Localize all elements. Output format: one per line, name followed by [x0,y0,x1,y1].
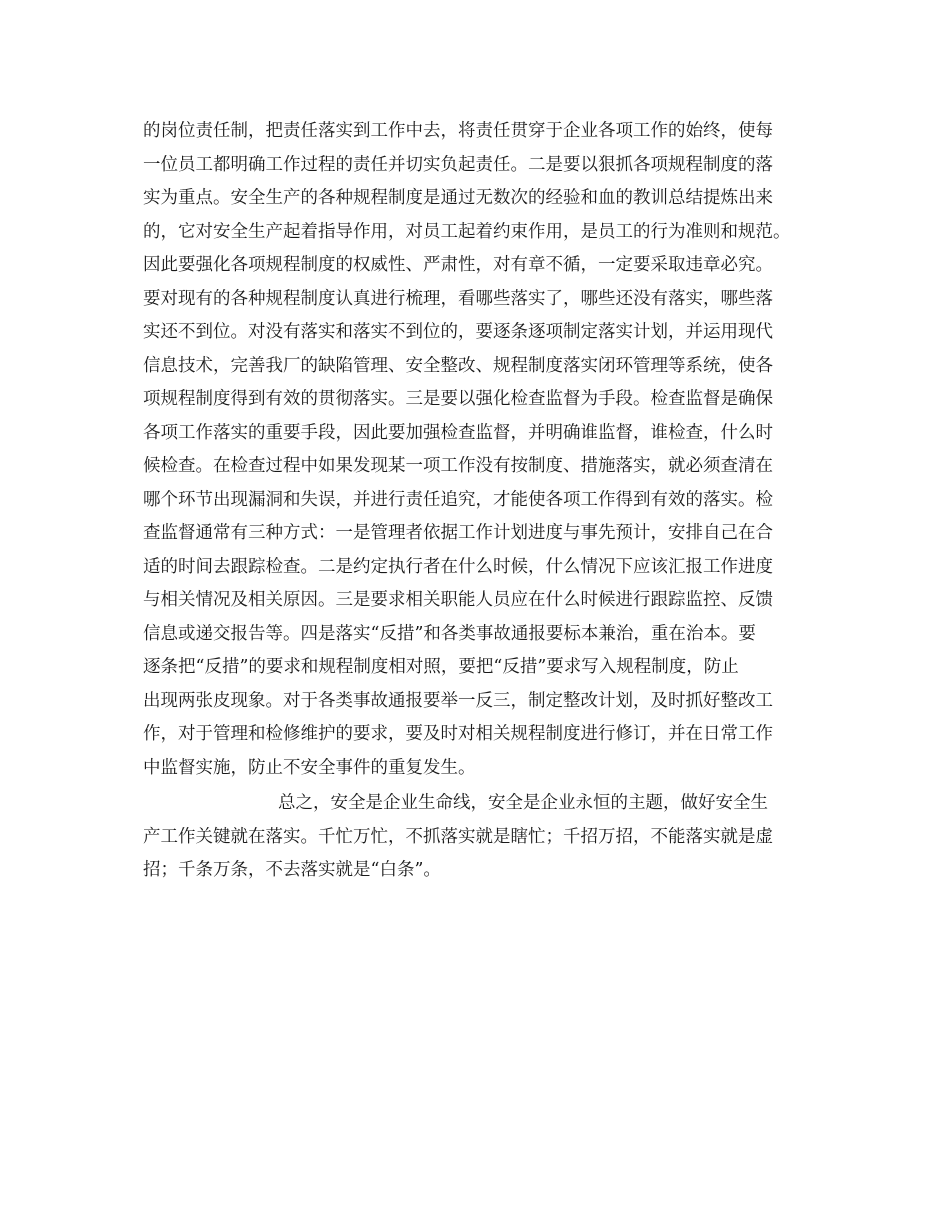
text-line: 要对现有的各种规程制度认真进行梳理，看哪些落实了，哪些还没有落实，哪些落 [143,288,773,309]
document-body [143,115,823,888]
text-line: 查监督通常有三种方式：一是管理者依据工作计划进度与事先预计，安排自己在合 [143,523,773,543]
text-line: 因此要强化各项规程制度的权威性、严肃性，对有章不循，一定要采取违章必究。 [143,255,773,275]
text-line: 项规程制度得到有效的贯彻落实。三是要以强化检查监督为手段。检查监督是确保 [143,389,773,409]
text-line: 适的时间去跟踪检查。二是约定执行者在什么时候，什么情况下应该汇报工作进度 [143,556,773,577]
text-line: 一位员工都明确工作过程的责任并切实负起责任。二是要以狠抓各项规程制度的落 [143,154,773,175]
text-line: 实为重点。安全生产的各种规程制度是通过无数次的经验和血的教训总结提炼出来 [143,188,773,208]
text-line: 候检查。在检查过程中如果发现某一项工作没有按制度、措施落实，就必须查清在 [143,456,773,476]
text-line: 信息技术，完善我厂的缺陷管理、安全整改、规程制度落实闭环管理等系统，使各 [143,355,773,376]
text-line: 实还不到位。对没有落实和落实不到位的，要逐条逐项制定落实计划，并运用现代 [143,322,773,342]
text-line: 信息或递交报告等。四是落实“反措”和各类事故通报要标本兼治，重在治本。要 [143,623,756,644]
text-line: 的岗位责任制，把责任落实到工作中去，将责任贯穿于企业各项工作的始终，使每 [143,121,773,141]
text-line: 各项工作落实的重要手段，因此要加强检查监督，并明确谁监督，谁检查，什么时 [143,422,773,443]
text-line-indented: 总之，安全是企业生命线，安全是企业永恒的主题，做好安全生 [278,793,768,813]
text-line: 产工作关键就在落实。千忙万忙，不抓落实就是瞎忙；千招万招，不能落实就是虚 [143,826,773,847]
text-line: 招；千条万条，不去落实就是“白条”。 [143,860,441,880]
text-line: 的，它对安全生产起着指导作用，对员工起着约束作用，是员工的行为准则和规范。 [143,221,791,242]
text-line: 出现两张皮现象。对于各类事故通报要举一反三，制定整改计划，及时抓好整改工 [143,690,773,711]
paragraph-implementation [143,115,823,785]
text-line: 作，对于管理和检修维护的要求，要及时对相关规程制度进行修订，并在日常工作 [143,724,773,744]
text-line: 与相关情况及相关原因。三是要求相关职能人员应在什么时候进行跟踪监控、反馈 [143,590,773,610]
text-line: 哪个环节出现漏洞和失误，并进行责任追究，才能使各项工作得到有效的落实。检 [143,489,773,510]
paragraph-conclusion [143,787,823,888]
text-line: 中监督实施，防止不安全事件的重复发生。 [143,757,476,778]
text-line: 逐条把“反措”的要求和规程制度相对照，要把“反措”要求写入规程制度，防止 [143,657,739,677]
